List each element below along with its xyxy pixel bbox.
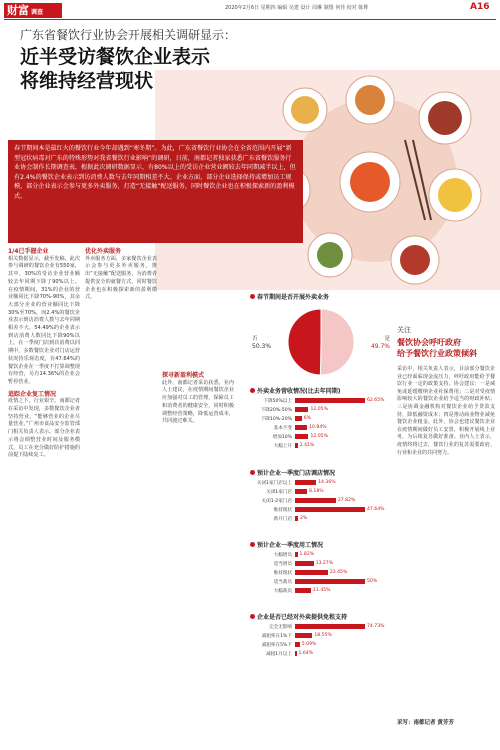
bar-mark: [295, 633, 312, 638]
section-heading: 追踪企业复工情况: [8, 390, 57, 398]
bullet-icon: [250, 542, 255, 547]
body-column-2: [85, 248, 157, 302]
bar-mark: [295, 516, 298, 521]
bar-category-label: 关闭1家门店: [266, 489, 292, 495]
bar-row: [250, 559, 392, 568]
bar-row: [250, 396, 392, 405]
bar-mark: [295, 425, 307, 430]
bar-mark: [295, 489, 307, 494]
hbar2-title-text: 预计企业一季度门店调店情况: [257, 470, 336, 477]
pie-title-text: 春节期间是否开展外卖业务: [257, 294, 330, 301]
bar-category-label: 下降10%-20%: [260, 416, 292, 422]
bar-value-label: 18.55%: [314, 633, 332, 638]
bar-row: [250, 496, 392, 505]
pie-value-label: 50.3%: [252, 343, 272, 350]
bar-category-label: 新开门店: [273, 516, 292, 522]
bar-mark: [295, 407, 308, 412]
sidebar-title: [397, 337, 495, 359]
bar-category-label: 大幅上升: [273, 443, 292, 449]
hbar1-chart: [250, 396, 392, 450]
sidebar-body: 采访中，相关负责人表示，目前部分餐饮企业已经面临现金流压力，呼吁政府能给予餐饮行业一定的政策支持。协会建议：一是减免或延缓缴纳企业社保费用；二是对受疫情影响较大的餐饮企业给予适当的财政补贴；三是协调金融机构对餐饮企业给予贷款支持，降低融资成本；四是推动商业物业减免餐饮企业租金。此外，协会也建议餐饮企业在疫情期间做好员工安置，积极开展线上业务，为后续复苏做好准备。业内人士表示，疫情终将过去，餐饮行业的复苏需要政府、行业和企业的共同努力。: [397, 366, 495, 456]
logo-main-text: 财富: [7, 4, 29, 17]
bar-row: [250, 432, 392, 441]
bar-value-label: 6%: [303, 416, 311, 421]
bar-category-label: 维持现状: [273, 507, 292, 513]
bar-mark: [295, 561, 314, 566]
bar-mark: [295, 642, 300, 647]
bar-row: [250, 414, 392, 423]
bar-category-label: 减租1月以上: [266, 651, 292, 657]
bar-row: [250, 423, 392, 432]
bar-category-label: 关闭1-2家门店: [261, 498, 292, 504]
bar-mark: [295, 579, 365, 584]
bar-value-label: 5.09%: [301, 642, 317, 647]
bar-row: [250, 487, 392, 496]
section-text: 疫情之下，行业艰辛。南都记者在采访中发现，多数餐饮企业者坚持营业，“能够营业的企业尽量营业，”广州市食品安全监管部门相关负责人表示。部分企业表示将会调整营业时间及服务模式，员工在充分做好防护措施的前提下陆续复工。: [8, 398, 80, 459]
bar-row: [250, 640, 392, 649]
bar-category-label: 下降20%-50%: [260, 407, 292, 413]
section-text: 外卖服务方面，多家餐饮企业表示会参与更多外卖服务，推出“无接触”配送服务，为消费者提供安全的就餐方式，同时餐饮企业也在积极探索新的盈利模式。: [85, 255, 157, 301]
bar-row: [250, 586, 392, 595]
bar-mark: [295, 570, 328, 575]
bar-category-label: 下降50%以上: [263, 398, 292, 404]
bar-value-label: 23.45%: [329, 570, 348, 575]
body-column-1: [8, 248, 80, 460]
article-title: [20, 45, 210, 93]
bar-category-label: 关闭1家门店以上: [256, 480, 292, 486]
pie-value-label: 49.7%: [370, 343, 390, 350]
bar-category-label: 完全无影响: [269, 624, 292, 630]
page-number: A16: [470, 2, 490, 12]
logo-sub-text: 调查: [31, 9, 44, 16]
bar-row: [250, 631, 392, 640]
hbar1-title: [250, 386, 341, 395]
hbar4-title: [250, 612, 347, 621]
bar-mark: [295, 416, 302, 421]
bar-category-label: 维持现状: [273, 570, 292, 576]
pie-chart: [250, 300, 392, 382]
bar-value-label: 12.05%: [310, 434, 328, 439]
bullet-icon: [250, 388, 255, 393]
bar-mark: [295, 651, 297, 656]
bar-category-label: 基本不变: [273, 425, 292, 431]
bar-mark: [295, 624, 365, 629]
bar-value-label: 8.18%: [309, 489, 324, 494]
section-heading: 优化外卖服务: [85, 248, 122, 255]
bar-category-label: 增加10%: [272, 434, 292, 440]
bar-row: [250, 649, 392, 658]
bar-category-label: 减租率在1%下: [261, 633, 292, 639]
pie-slice: [288, 309, 321, 375]
sidebar-kicker: 关注: [397, 326, 411, 334]
bar-category-label: 适当增员: [273, 561, 292, 567]
bar-value-label: 27.82%: [337, 498, 356, 503]
bar-category-label: 大幅增员: [273, 552, 292, 558]
bar-value-label: 2.41%: [299, 443, 315, 448]
bar-row: [250, 505, 392, 514]
pie-category-label: 是: [384, 336, 390, 342]
title-line-2: 将维持经营现状: [20, 70, 154, 92]
bullet-icon: [250, 470, 255, 475]
article-kicker: 广东省餐饮行业协会开展相关调研显示：: [20, 28, 237, 42]
bar-value-label: 50%: [367, 579, 378, 584]
article-lead: 春节期间本是最红火的餐饮行业今年却遇到“寒冬期”。为此，广东省餐饮行业协会在全省范围内开展“新型冠状病毒对广东的特殊形势对我省餐饮行业影响”的调研，日前，南都记者独家获悉广东省餐饮服务行业协会制作长期调查表，根据此次调研数据显示，有80%以上的受访企业营业额较去年同期减半以上，但有2.4%的餐饮企业表示到访消费人数与去年同期相差不大。企业方面，部分企业选择保持或增加员工规模，部分企业表示会参与更多外卖服务，打造“无接触”配送服务，同时餐饮企业也在积极探索新的盈利模式。: [8, 140, 303, 243]
bar-value-label: 47.64%: [367, 507, 385, 512]
hbar2-title: [250, 468, 335, 477]
pie-slice: [320, 309, 354, 375]
bar-mark: [295, 588, 311, 593]
body-column-3: [162, 372, 234, 426]
bar-value-label: 1.64%: [298, 651, 314, 656]
pie-category-label: 否: [252, 336, 258, 342]
bar-mark: [295, 507, 365, 512]
bar-value-label: 14.36%: [318, 480, 336, 485]
section-text: 相关数据显示，截至发稿，此次参与调研的餐饮企业有550家，其中，30%的受访企业营业额较去年同期下降了90%以上。在疫情期间，31%的企业的营业额同比下降70%-90%，其余大部分企业的营业额同比下降30%至70%，而2.4%的餐饮企业表示到访消费人数与去年同期相差不大。54.49%的企业表示到访消费人数同比下降90%以上，在一季度门店到店消费以同期中，多数餐饮企业对门店运营状况持乐观态度，有47.64%的餐饮企业在一季度不打算调整现有经营，另有14.36%的企业会暂停营业。: [8, 255, 80, 385]
bar-value-label: 13.27%: [315, 561, 334, 566]
bar-value-label: 1.82%: [299, 552, 315, 557]
bar-row: [250, 405, 392, 414]
hbar4-chart: [250, 622, 392, 658]
section-heading: 1/4已手握企业: [8, 248, 49, 255]
hbar3-title-text: 预计企业一季度用工情况: [257, 542, 324, 549]
bar-value-label: 10.84%: [309, 425, 327, 430]
bar-row: [250, 478, 392, 487]
bar-value-label: 74.73%: [367, 624, 385, 629]
bar-value-label: 11.45%: [313, 588, 331, 593]
bar-value-label: 12.05%: [310, 407, 328, 412]
bar-row: [250, 577, 392, 586]
bar-mark: [295, 480, 316, 485]
bar-category-label: 大幅裁员: [273, 588, 292, 594]
bar-mark: [295, 552, 298, 557]
sidebar-title-line-2: 给予餐饮行业政策倾斜: [397, 349, 477, 358]
bar-mark: [295, 434, 308, 439]
section-text: 此外，南都记者采访获悉，业内人士建议，在疫情期间餐饮企业应加强对员工的管理，保障员工和消费者的健康安全，同时积极调整经营策略，降低运营成本，共同渡过难关。: [162, 379, 234, 425]
bar-category-label: 适当裁员: [273, 579, 292, 585]
bar-row: [250, 514, 392, 523]
bar-mark: [295, 443, 298, 448]
bar-category-label: 减租率在5%下: [261, 642, 292, 648]
bar-row: [250, 568, 392, 577]
title-line-1: 近半受访餐饮企业表示: [20, 46, 211, 68]
bar-value-label: 62.65%: [367, 398, 385, 403]
section-heading: 探寻新盈利模式: [162, 372, 205, 379]
bar-value-label: 2%: [299, 516, 308, 521]
section-logo: [4, 3, 62, 18]
sidebar-title-line-1: 餐饮协会呼吁政府: [397, 338, 461, 347]
bar-row: [250, 622, 392, 631]
header-rule: [4, 19, 496, 20]
bar-row: [250, 550, 392, 559]
bar-mark: [295, 498, 336, 503]
bullet-icon: [250, 614, 255, 619]
hbar1-title-text: 外卖业务营收情况(比去年同期): [257, 388, 341, 395]
hbar3-title: [250, 540, 323, 549]
byline: 采写：南都记者 黄芳芳: [397, 720, 454, 726]
bullet-icon: [250, 294, 255, 299]
header-meta: 2020年2月6日 星期四 编辑 吴建 设计 周琳 制图 何佳 校对 陈桦: [225, 5, 369, 11]
bar-mark: [295, 398, 365, 403]
hbar4-title-text: 企业是否已经对外卖提供免租支持: [257, 614, 348, 621]
hbar3-chart: [250, 550, 392, 595]
hbar2-chart: [250, 478, 392, 523]
bar-row: [250, 441, 392, 450]
